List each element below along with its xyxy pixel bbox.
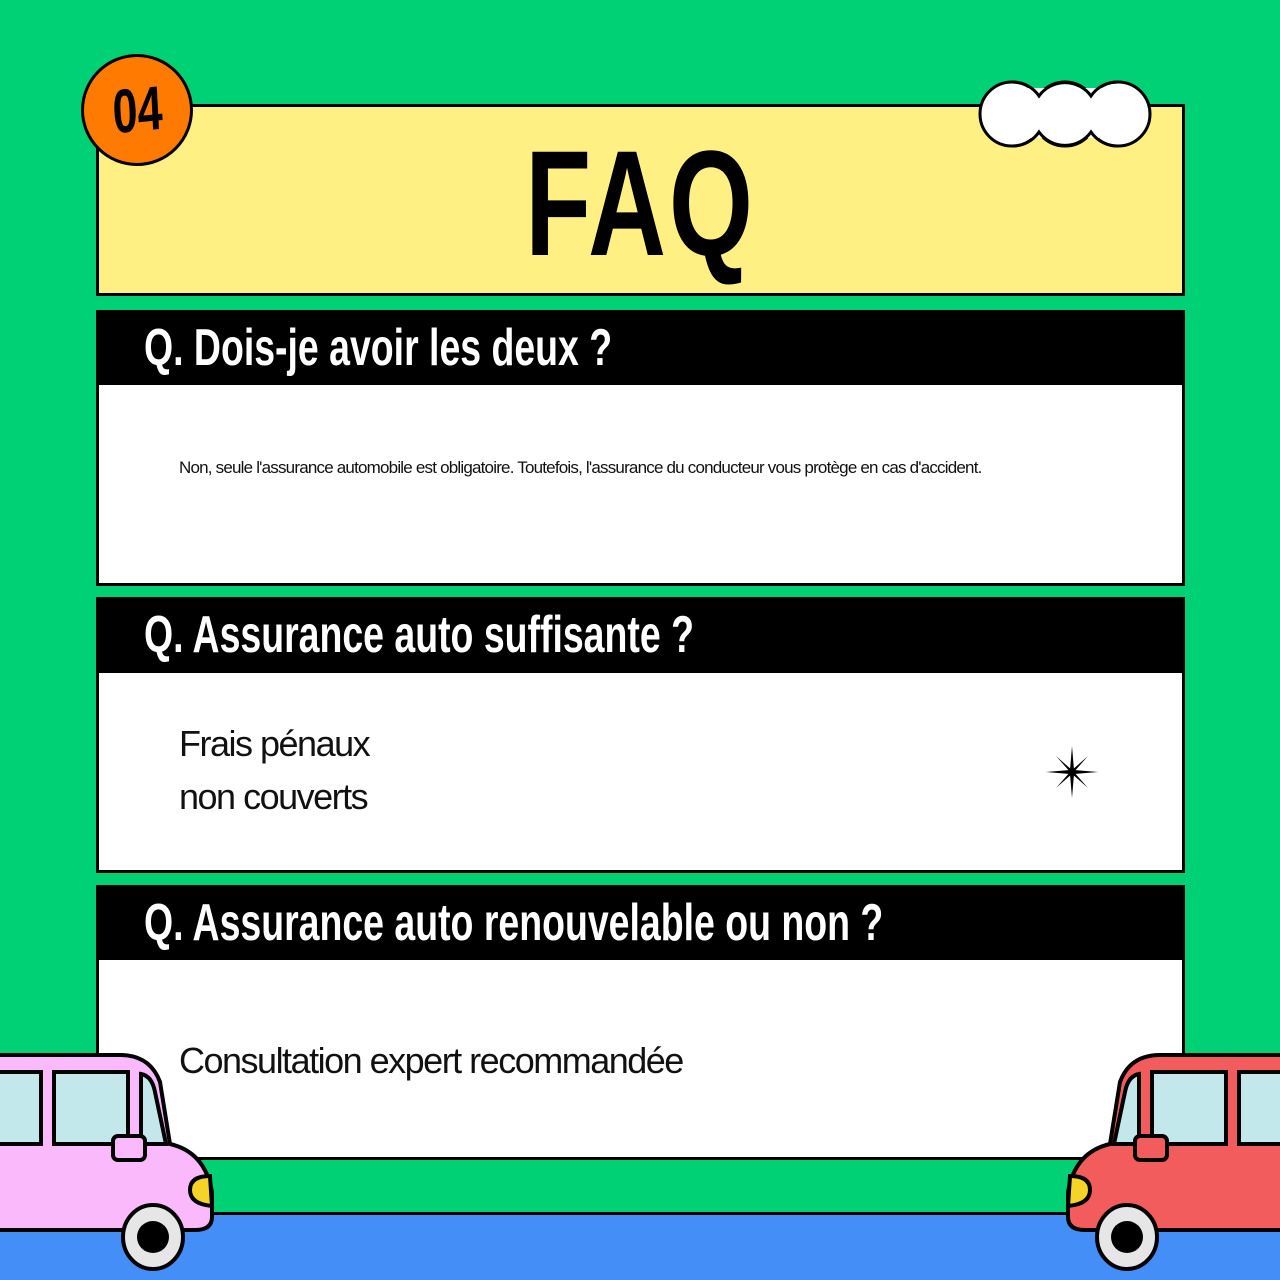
pink-car-illustration: [0, 1052, 220, 1274]
cloud-icon: [976, 80, 1156, 152]
question-text: Q. Dois-je avoir les deux ?: [144, 319, 613, 377]
red-car-illustration: [1060, 1052, 1280, 1274]
faq-question-3: [96, 885, 1185, 961]
faq-question-2: [96, 597, 1185, 673]
number-badge: [81, 54, 193, 166]
sparkle-icon: [1046, 746, 1098, 798]
question-text: Q. Assurance auto suffisante ?: [144, 606, 694, 664]
answer-text: Non, seule l'assurance automobile est obligatoire. Toutefois, l'assurance du conducteur vous protège en cas d'accident.: [179, 458, 982, 477]
answer-text-line1: Frais pénaux: [179, 723, 370, 764]
answer-text: Consultation expert recommandée: [179, 1040, 683, 1081]
faq-answer-3: [96, 960, 1185, 1160]
badge-number: 04: [110, 73, 164, 147]
answer-text-line2: non couverts: [179, 776, 368, 817]
faq-answer-1: [96, 385, 1185, 586]
faq-question-1: [96, 310, 1185, 386]
page-title: FAQ: [525, 119, 756, 287]
faq-answer-2: [96, 673, 1185, 873]
question-text: Q. Assurance auto renouvelable ou non ?: [144, 894, 884, 952]
